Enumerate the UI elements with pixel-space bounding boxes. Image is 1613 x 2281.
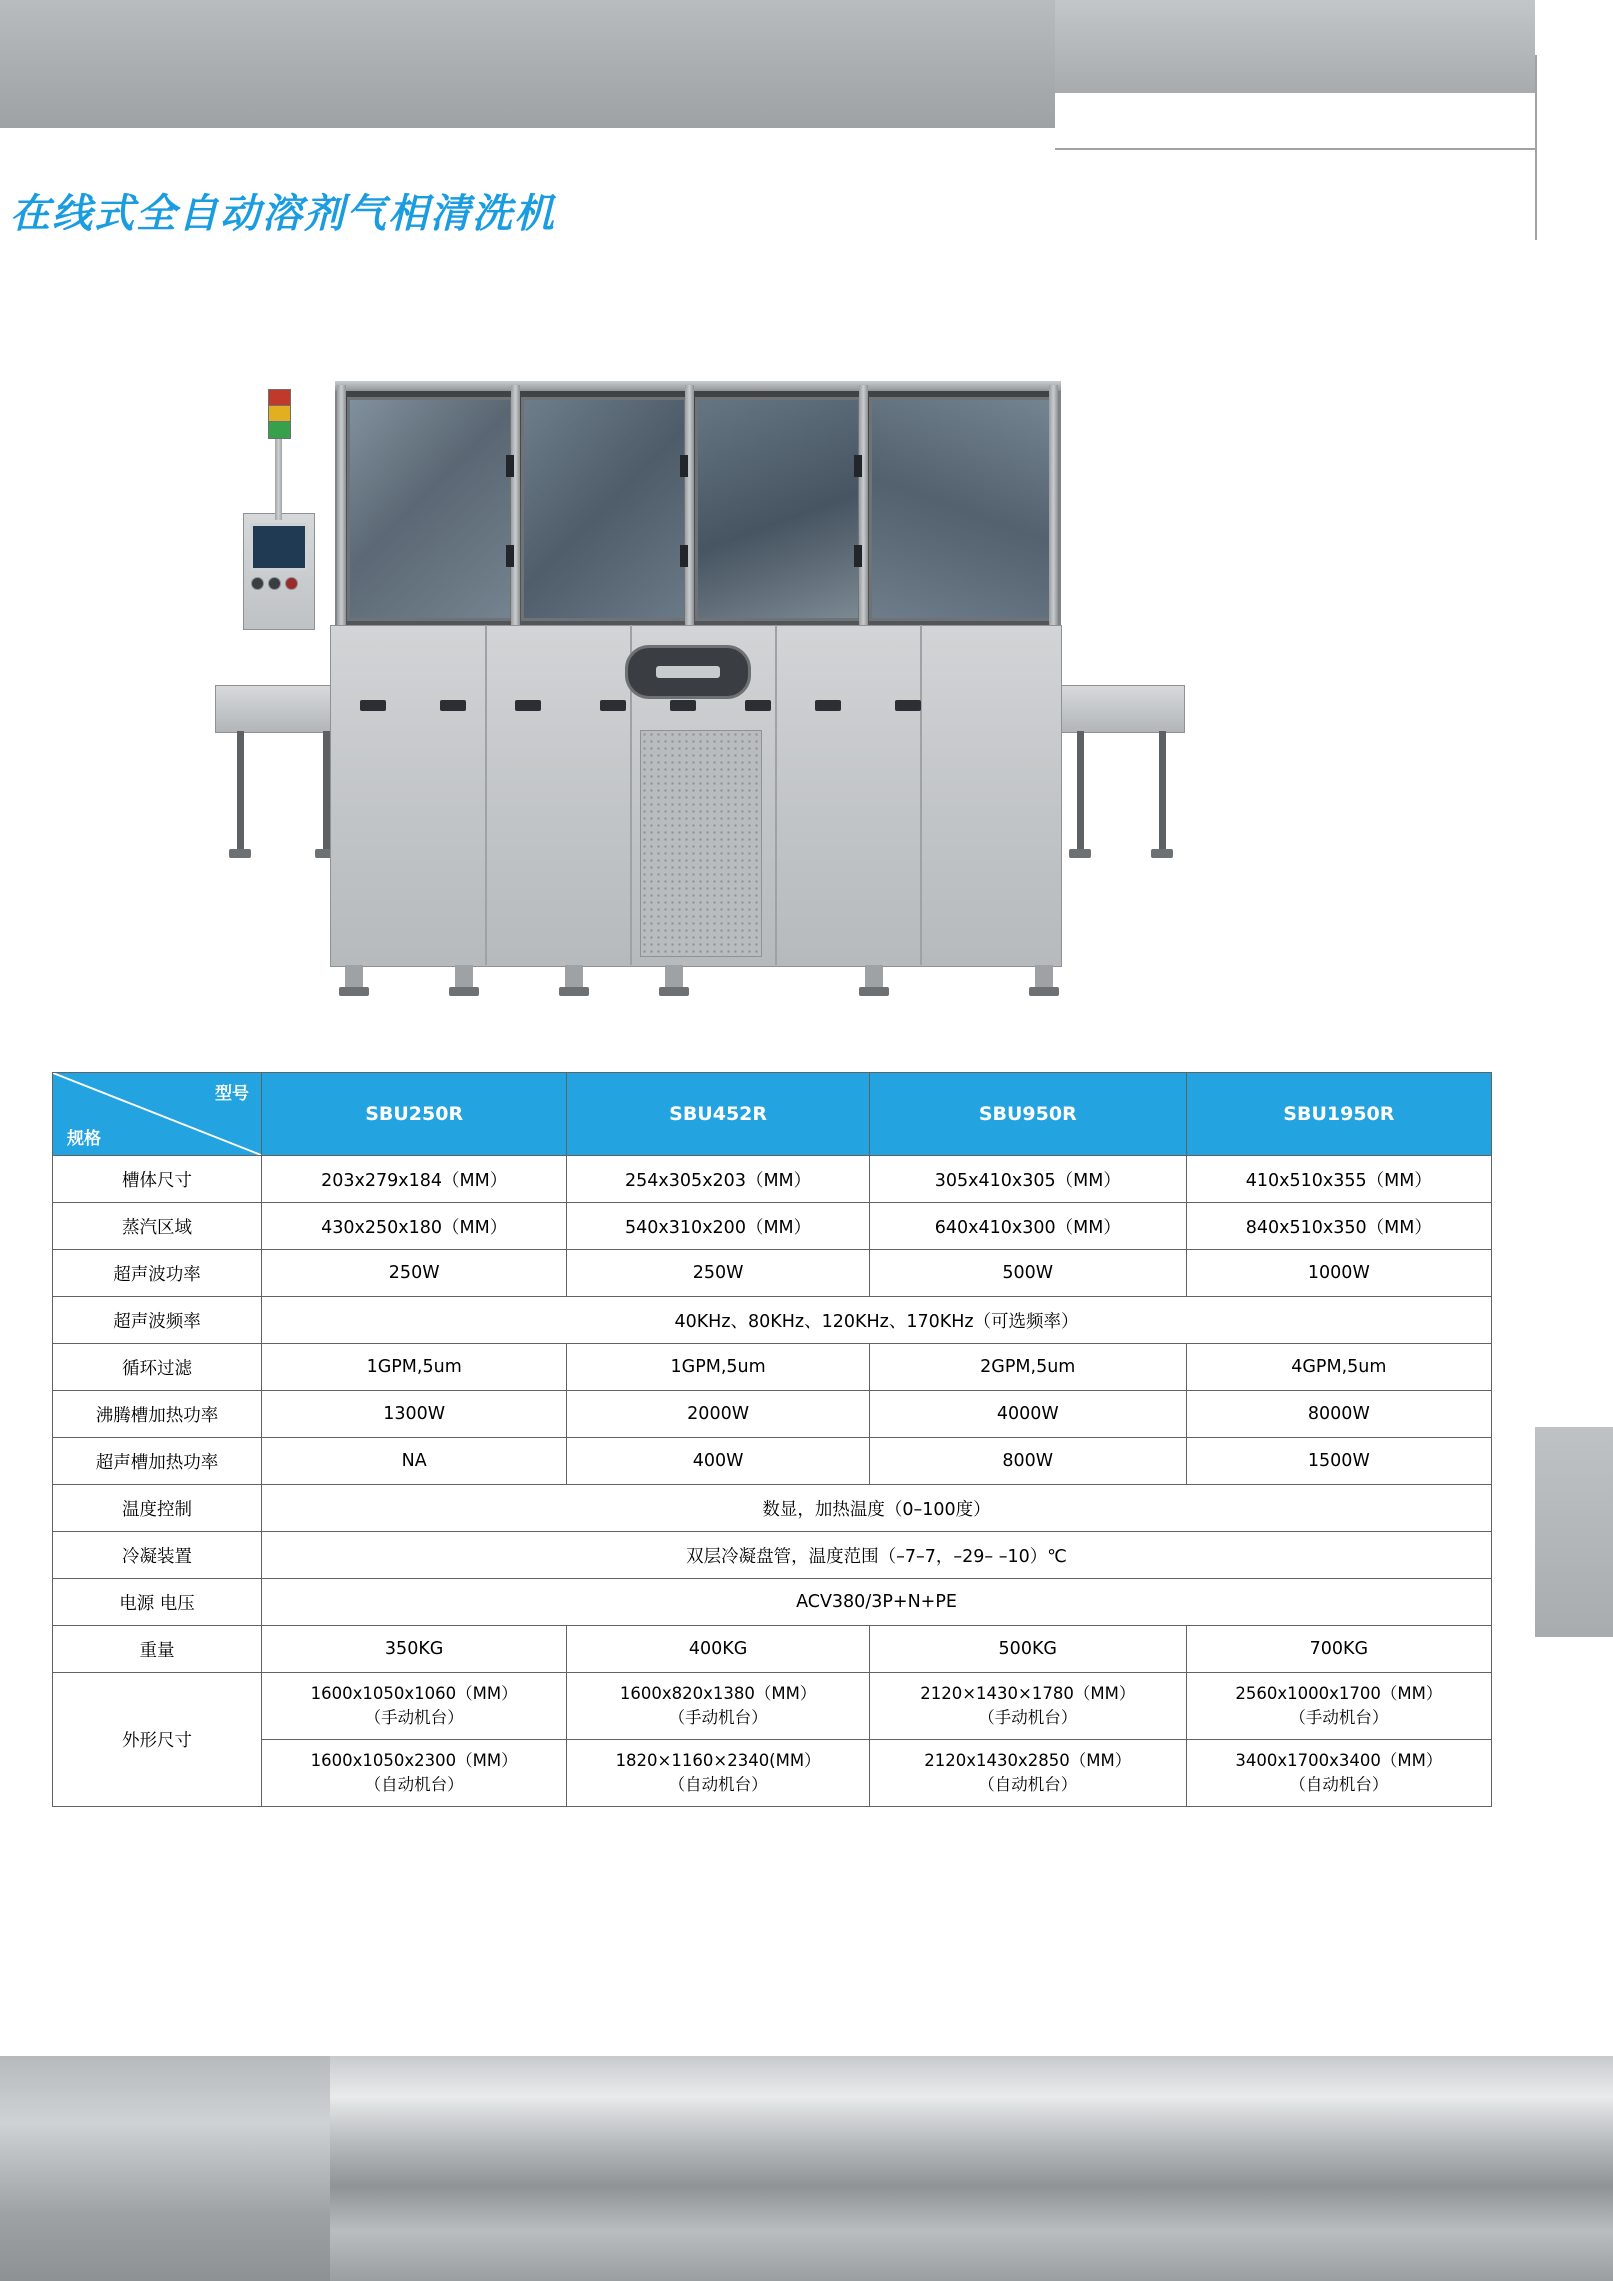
cabinet-pad-4: [659, 987, 689, 996]
row-label-temperature-control: 温度控制: [53, 1485, 262, 1532]
cell-weight-1: 400KG: [567, 1626, 870, 1673]
cell-vapor-zone-2: 640x410x300（MM）: [869, 1203, 1186, 1250]
enclosure-hinge-6: [854, 545, 862, 567]
enclosure-hinge-2: [506, 545, 514, 567]
cell-weight-0: 350KG: [262, 1626, 567, 1673]
cell-weight-2: 500KG: [869, 1626, 1186, 1673]
inspection-window-light: [656, 666, 720, 678]
cell-filtration-0: 1GPM,5um: [262, 1344, 567, 1391]
table-row: [53, 1626, 1492, 1673]
conveyor-left-leg-2: [323, 731, 330, 851]
cell-dimensions-auto-2: 2120x1430x2850（MM） （自动机台）: [869, 1739, 1186, 1806]
table-row: [53, 1297, 1492, 1344]
cell-tank-size-3: 410x510x355（MM）: [1186, 1156, 1491, 1203]
cabinet-handle-5: [670, 700, 696, 711]
enclosure-hinge-1: [506, 455, 514, 477]
cell-vapor-zone-3: 840x510x350（MM）: [1186, 1203, 1491, 1250]
side-gray-block: [1535, 1427, 1613, 1637]
row-label-ultrasonic-power: 超声波功率: [53, 1250, 262, 1297]
enclosure-glass-panel-4: [869, 397, 1053, 621]
conveyor-left: [215, 685, 347, 733]
signal-lamp-green: [268, 421, 291, 439]
table-row: [53, 1532, 1492, 1579]
enclosure-top-frame: [335, 381, 1061, 391]
footer-gradient-band-left: [0, 2056, 330, 2281]
cell-boil-tank-heating-3: 8000W: [1186, 1391, 1491, 1438]
cabinet-handle-3: [515, 700, 541, 711]
cell-ultrasonic-power-0: 250W: [262, 1250, 567, 1297]
enclosure-hinge-5: [854, 455, 862, 477]
cabinet-foot-5: [865, 965, 883, 987]
cell-condenser-all: 双层冷凝盘管，温度范围（–7–7，–29– –10）℃: [262, 1532, 1492, 1579]
table-row: [53, 1485, 1492, 1532]
cell-vapor-zone-1: 540x310x200（MM）: [567, 1203, 870, 1250]
header-horizontal-rule: [1055, 148, 1537, 150]
table-col-header-3: SBU1950R: [1186, 1073, 1491, 1156]
cell-dimensions-manual-1: 1600x820x1380（MM） （手动机台）: [567, 1673, 870, 1740]
row-label-condenser: 冷凝装置: [53, 1532, 262, 1579]
table-col-header-0: SBU250R: [262, 1073, 567, 1156]
row-label-ultrasonic-tank-heating: 超声槽加热功率: [53, 1438, 262, 1485]
table-row: [53, 1438, 1492, 1485]
conveyor-right-leg-1: [1077, 731, 1084, 851]
cell-ultrasonic-tank-heating-1: 400W: [567, 1438, 870, 1485]
header-gray-band-right: [1055, 0, 1535, 93]
conveyor-left-foot-1: [229, 849, 251, 858]
cabinet-pad-1: [339, 987, 369, 996]
header-gray-band-left: [0, 0, 1055, 128]
cabinet-divider-4: [920, 625, 922, 965]
cell-ultrasonic-tank-heating-0: NA: [262, 1438, 567, 1485]
conveyor-left-leg-1: [237, 731, 244, 851]
cell-vapor-zone-0: 430x250x180（MM）: [262, 1203, 567, 1250]
cell-ultrasonic-power-2: 500W: [869, 1250, 1186, 1297]
cell-ultrasonic-tank-heating-2: 800W: [869, 1438, 1186, 1485]
hmi-touchscreen[interactable]: [250, 523, 308, 571]
cabinet-foot-1: [345, 965, 363, 987]
cabinet-pad-3: [559, 987, 589, 996]
inspection-window: [625, 645, 751, 699]
row-label-weight: 重量: [53, 1626, 262, 1673]
cell-dimensions-auto-3: 3400x1700x3400（MM） （自动机台）: [1186, 1739, 1491, 1806]
table-header: [53, 1073, 1492, 1156]
row-label-tank-size: 槽体尺寸: [53, 1156, 262, 1203]
cabinet-pad-2: [449, 987, 479, 996]
control-button-1[interactable]: [251, 577, 264, 590]
row-label-power-voltage: 电源 电压: [53, 1579, 262, 1626]
cabinet-pad-6: [1029, 987, 1059, 996]
enclosure-post-2: [511, 385, 520, 628]
specification-table: [52, 1072, 1492, 1807]
cabinet-foot-6: [1035, 965, 1053, 987]
enclosure-post-1: [337, 385, 346, 628]
table-row: [53, 1739, 1492, 1806]
cell-boil-tank-heating-0: 1300W: [262, 1391, 567, 1438]
cell-boil-tank-heating-2: 4000W: [869, 1391, 1186, 1438]
cell-dimensions-auto-0: 1600x1050x2300（MM） （自动机台）: [262, 1739, 567, 1806]
table-row: [53, 1250, 1492, 1297]
table-row: [53, 1579, 1492, 1626]
enclosure-post-4: [859, 385, 868, 628]
cell-filtration-3: 4GPM,5um: [1186, 1344, 1491, 1391]
row-label-boil-tank-heating: 沸腾槽加热功率: [53, 1391, 262, 1438]
cell-dimensions-manual-0: 1600x1050x1060（MM） （手动机台）: [262, 1673, 567, 1740]
cabinet-handle-6: [745, 700, 771, 711]
cell-power-voltage-all: ACV380/3P+N+PE: [262, 1579, 1492, 1626]
row-label-overall-dimensions: 外形尺寸: [53, 1673, 262, 1807]
cell-tank-size-2: 305x410x305（MM）: [869, 1156, 1186, 1203]
row-label-filtration: 循环过滤: [53, 1344, 262, 1391]
perforated-vent-panel: [640, 730, 762, 957]
cell-ultrasonic-power-1: 250W: [567, 1250, 870, 1297]
enclosure-glass-panel-3: [695, 397, 861, 621]
table-col-header-1: SBU452R: [567, 1073, 870, 1156]
cell-filtration-1: 1GPM,5um: [567, 1344, 870, 1391]
cabinet-handle-7: [815, 700, 841, 711]
cabinet-foot-2: [455, 965, 473, 987]
cell-ultrasonic-power-3: 1000W: [1186, 1250, 1491, 1297]
enclosure-post-3: [685, 385, 694, 628]
enclosure-post-5: [1049, 385, 1058, 628]
table-row: [53, 1344, 1492, 1391]
cabinet-foot-4: [665, 965, 683, 987]
table-row: [53, 1673, 1492, 1740]
cell-dimensions-manual-2: 2120×1430×1780（MM） （手动机台）: [869, 1673, 1186, 1740]
cabinet-handle-8: [895, 700, 921, 711]
row-label-vapor-zone: 蒸汽区域: [53, 1203, 262, 1250]
corner-model-label: 型号: [215, 1084, 249, 1104]
cabinet-divider-3: [775, 625, 777, 965]
cell-boil-tank-heating-1: 2000W: [567, 1391, 870, 1438]
row-label-ultrasonic-frequency: 超声波频率: [53, 1297, 262, 1344]
enclosure-glass-panel-1: [347, 397, 513, 621]
cell-dimensions-manual-3: 2560x1000x1700（MM） （手动机台）: [1186, 1673, 1491, 1740]
table-col-header-2: SBU950R: [869, 1073, 1186, 1156]
corner-spec-label: 规格: [67, 1129, 101, 1149]
cell-weight-3: 700KG: [1186, 1626, 1491, 1673]
cell-ultrasonic-tank-heating-3: 1500W: [1186, 1438, 1491, 1485]
table-corner-cell: [53, 1073, 262, 1156]
cell-tank-size-0: 203x279x184（MM）: [262, 1156, 567, 1203]
cabinet-foot-3: [565, 965, 583, 987]
cabinet-handle-4: [600, 700, 626, 711]
enclosure-hinge-3: [680, 455, 688, 477]
conveyor-right-foot-2: [1151, 849, 1173, 858]
cabinet-pad-5: [859, 987, 889, 996]
cell-temperature-control-all: 数显，加热温度（0–100度）: [262, 1485, 1492, 1532]
control-button-row[interactable]: [251, 577, 307, 591]
cabinet-handle-2: [440, 700, 466, 711]
machine-illustration: [215, 345, 1245, 1017]
cell-tank-size-1: 254x305x203（MM）: [567, 1156, 870, 1203]
enclosure-glass-panel-2: [521, 397, 687, 621]
table-row: [53, 1156, 1492, 1203]
page-title: 在线式全自动溶剂气相清洗机: [10, 191, 556, 237]
conveyor-right-foot-1: [1069, 849, 1091, 858]
enclosure-hinge-4: [680, 545, 688, 567]
table-row: [53, 1203, 1492, 1250]
control-button-3[interactable]: [285, 577, 298, 590]
conveyor-right: [1053, 685, 1185, 733]
conveyor-right-leg-2: [1159, 731, 1166, 851]
control-button-2[interactable]: [268, 577, 281, 590]
cell-filtration-2: 2GPM,5um: [869, 1344, 1186, 1391]
cabinet-divider-1: [485, 625, 487, 965]
cabinet-handle-1: [360, 700, 386, 711]
table-row: [53, 1391, 1492, 1438]
table-body: [53, 1156, 1492, 1807]
cell-dimensions-auto-1: 1820×1160×2340(MM） （自动机台）: [567, 1739, 870, 1806]
product-photo: [170, 330, 1310, 1030]
cell-ultrasonic-frequency-all: 40KHz、80KHz、120KHz、170KHz（可选频率）: [262, 1297, 1492, 1344]
table-header-row: [53, 1073, 1492, 1156]
